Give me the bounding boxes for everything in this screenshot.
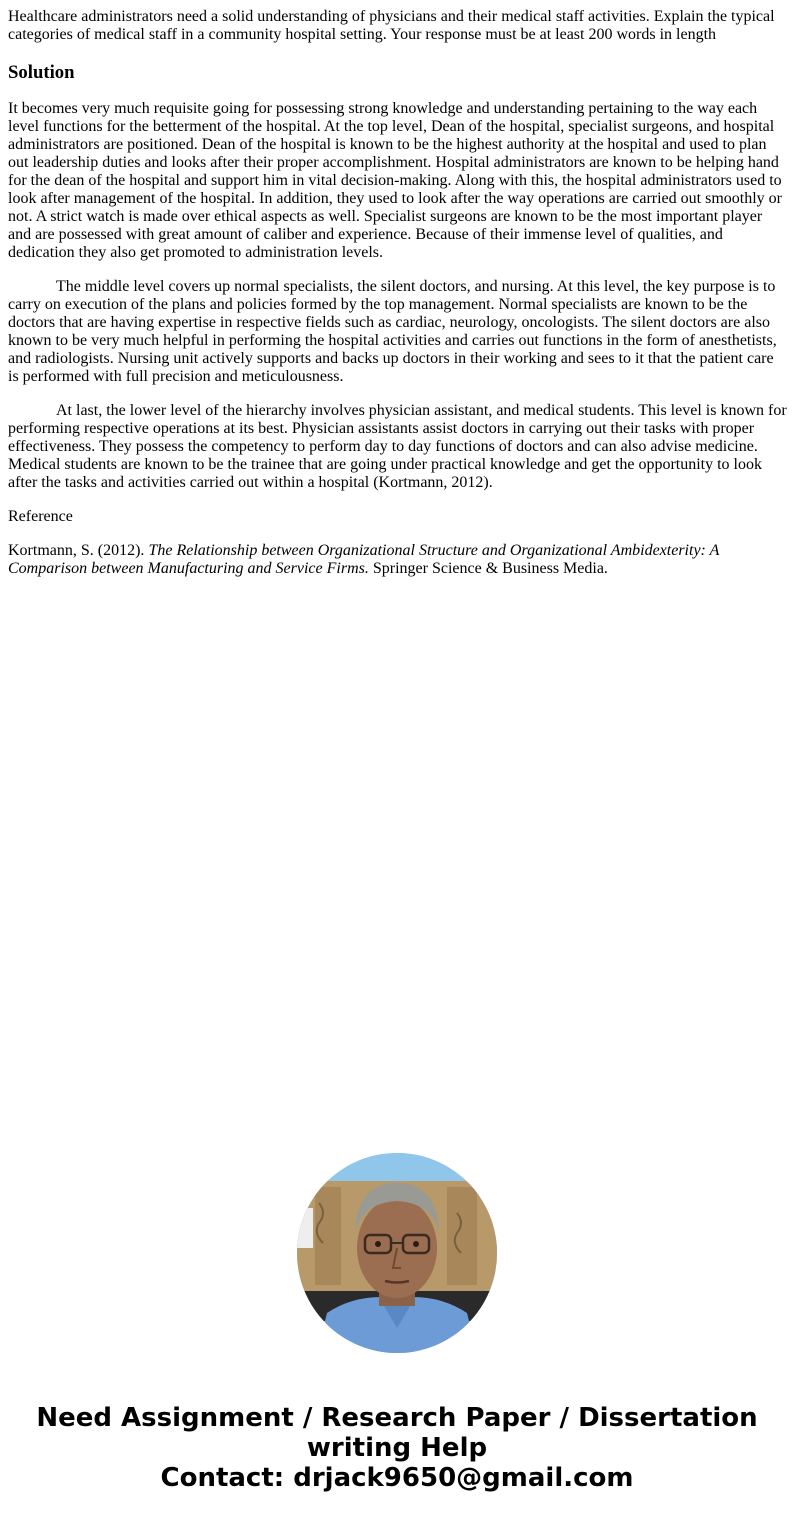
solution-paragraph-2: The middle level covers up normal specialists, the silent doctors, and nursing. At this level, the key purpose is to carry on execution of the plans and policies formed by the top management. Normal specialists are known to be the doctors that are having expertise in respective fields such as cardiac, neurology, oncologists. The silent doctors are also known to be very much helpful in performing the hospital activities and carries out functions in the form of anesthetists, and radiologists. Nursing unit actively supports and backs up doctors in their working and sees to it that the patient care is performed with full precision and meticulousness.	[8, 278, 777, 385]
reference-publisher: Springer Science & Business Media.	[368, 560, 608, 577]
solution-heading: Solution	[8, 62, 75, 83]
solution-paragraph-1: It becomes very much requisite going for possessing strong knowledge and understanding pertaining to the way each level functions for the betterment of the hospital. At the top level, Dean of the hospital, specialist surgeons, and hospital administrators are positioned. Dean of the hospital is known to be the highest authority at the hospital and used to plan out leadership duties and looks after their proper accomplishment. Hospital administrators are known to be helping hand for the dean of the hospital and support him in vital decision-making. Along with this, the hospital administrators used to look after management of the hospital. In addition, they used to look after the way operations are carried out smoothly or not. A strict watch is made over ethical aspects as well. Specialist surgeons are known to be the most important player and are possessed with great amount of caliber and experience. Because of their immense level of qualities, and dedication they also get promoted to administration levels.	[8, 100, 782, 261]
promo-line-2: writing Help	[306, 1433, 488, 1463]
reference-title: The Relationship between Organizational Structure and Organizational Ambidexterity: A Comparison between Manufacturing and Service Firms.	[8, 542, 720, 577]
promo-contact: Contact: drjack9650@gmail.com	[160, 1463, 634, 1493]
portrait-image	[297, 1153, 497, 1353]
promo-line-1: Need Assignment / Research Paper / Dissertation	[36, 1403, 758, 1433]
document-body	[8, 8, 788, 578]
solution-paragraph-3: At last, the lower level of the hierarchy involves physician assistant, and medical students. This level is known for performing respective operations at its best. Physician assistants assist doctors in carrying out their tasks with proper effectiveness. They possess the competency to perform day to day functions of doctors and can also advise medicine. Medical students are known to be the trainee that are going under practical knowledge and get the opportunity to look after the tasks and activities carried out within a hospital (Kortmann, 2012).	[8, 402, 787, 491]
promo-banner	[0, 1403, 794, 1493]
reference-label: Reference	[8, 508, 73, 525]
question-text: Healthcare administrators need a solid understanding of physicians and their medical staff activities. Explain the typical categories of medical staff in a community hospital setting. Your response must be at least 200 words in length	[8, 8, 775, 43]
reference-authors: Kortmann, S. (2012).	[8, 542, 149, 559]
avatar	[297, 1153, 497, 1353]
reference-citation	[8, 542, 788, 578]
